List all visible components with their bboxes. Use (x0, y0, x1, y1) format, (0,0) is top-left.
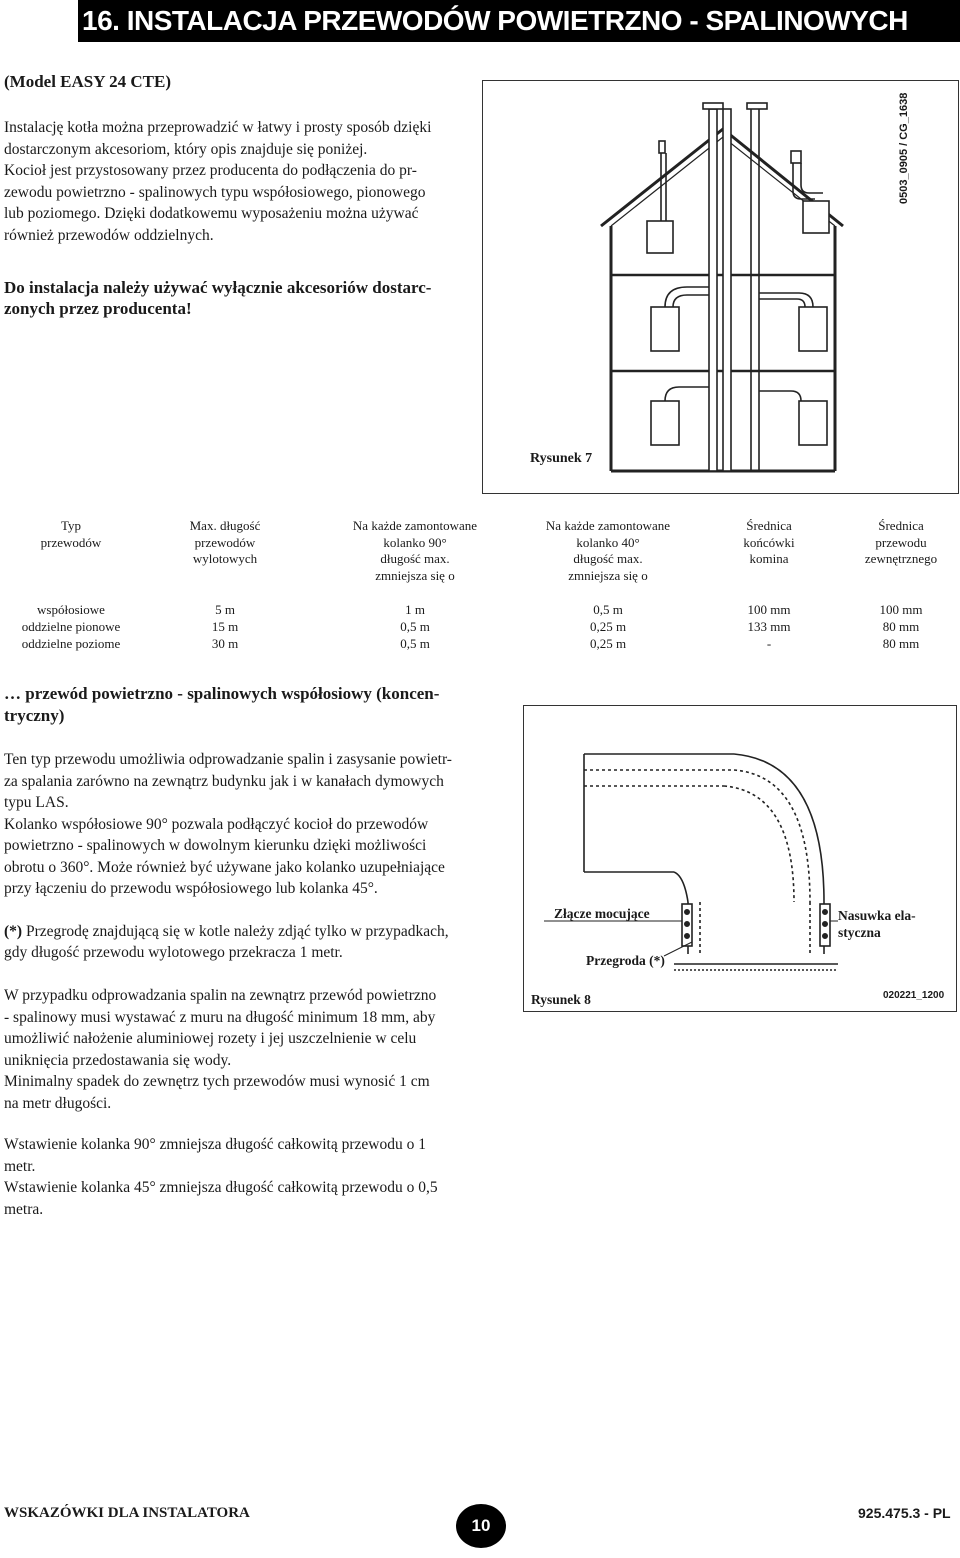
body-line: obrotu o 360°. Może również być używane jako kolanko uzupełniające (4, 858, 445, 876)
body-line: Kolanko współosiowe 90° pozwala podłączyć kocioł do przewodów (4, 815, 429, 833)
body-line: Ten typ przewodu umożliwia odprowadzanie spalin i zasysanie powietr- (4, 751, 452, 768)
table-cell: 0,25 m (589, 619, 627, 634)
body-line: metra. (4, 1200, 44, 1218)
table-row (0, 636, 960, 653)
partition-note (4, 921, 480, 943)
header-cell-line: długość max. (573, 551, 643, 566)
table-cell: 30 m (211, 636, 239, 651)
section-heading-line: … przewód powietrzno - spalinowych współosiowy (koncen- (4, 684, 440, 703)
partition-note-line: Przegrodę znajdującą się w kotle należy zdjąć tylko w przypadkach, (22, 922, 449, 940)
intro-line: zewodu powietrzno - spalinowych typu współosiowego, pionowego (4, 183, 426, 201)
model-label: (Model EASY 24 CTE) (4, 72, 172, 91)
table-cell: 0,5 m (593, 602, 623, 617)
joint-label: Złącze mocujące (554, 906, 650, 921)
table-cell: oddzielne poziome (21, 636, 121, 651)
section-heading-line: tryczny) (4, 706, 65, 725)
figure-7-caption: Rysunek 7 (530, 451, 593, 466)
table-cell: oddzielne pionowe (21, 619, 121, 634)
concentric-description (4, 749, 480, 964)
sleeve-label-line: Nasuwka ela- (838, 908, 916, 923)
section-heading (4, 683, 474, 727)
header-cell-line: długość max. (380, 551, 450, 566)
table-cell: 133 mm (747, 619, 791, 634)
header-cell-line: Typ (60, 518, 82, 533)
intro-line: lub poziomego. Dzięki dodatkowemu wyposażeniu można używać (4, 205, 419, 222)
warning-line: Do instalacja należy używać wyłącznie akcesoriów dostarc- (4, 278, 432, 297)
table-cell: 15 m (211, 619, 239, 634)
intro-line: Kocioł jest przystosowany przez producenta do podłączenia do pr- (4, 162, 417, 179)
header-cell-line: Średnica (746, 518, 792, 533)
table-cell: 100 mm (879, 602, 923, 617)
table-row (0, 619, 960, 636)
header-cell-line: końcówki (743, 534, 795, 550)
figure-7-code-text: 0503_0905 / CG_1638 (898, 92, 910, 204)
header-cell-line: Średnica (878, 518, 924, 533)
header-cell-line: Na każde zamontowane (352, 518, 478, 533)
table-cell: 80 mm (882, 636, 920, 651)
table-cell: 1 m (405, 602, 425, 617)
header-elbow-40 (515, 518, 701, 584)
intro-line: również przewodów oddzielnych. (4, 226, 214, 244)
sleeve-label (838, 907, 916, 941)
table-cell: 100 mm (747, 602, 791, 617)
header-type (0, 518, 142, 551)
table-cell: 0,5 m (400, 636, 430, 651)
table-cell: 80 mm (882, 619, 920, 634)
intro-line: dostarczonym akcesoriom, który opis znajduje się poniżej. (4, 140, 368, 158)
header-cell-line: przewodu (875, 534, 927, 550)
header-cell-line: komina (749, 551, 789, 566)
header-cell-line: przewodów (194, 534, 256, 550)
table-cell: 0,25 m (589, 636, 627, 651)
header-cell-line: wylotowych (192, 551, 258, 566)
figure-8-code: 020221_1200 (883, 990, 945, 1001)
outlet-description (4, 985, 480, 1114)
header-elbow-90 (322, 518, 508, 584)
body-line: typu LAS. (4, 794, 69, 811)
footer-section-label: WSKAZÓWKI DLA INSTALATORA (4, 1505, 250, 1521)
body-line: Minimalny spadek do zewnętrz tych przewodów musi wynosić 1 cm (4, 1073, 430, 1090)
body-line: W przypadku odprowadzania spalin na zewnątrz przewód powietrzno (4, 987, 437, 1004)
header-terminal-diameter (712, 518, 826, 568)
body-line: Wstawienie kolanka 90° zmniejsza długość całkowitą przewodu o 1 (4, 1136, 426, 1153)
table-row (0, 602, 960, 619)
table-cell: współosiowe (37, 602, 105, 617)
header-cell-line: kolanko 40° (576, 534, 640, 550)
body-line: metr. (4, 1157, 36, 1175)
body-line: przy łączeniu do przewodu współosiowego lub kolanka 45°. (4, 880, 378, 897)
page-title: 16. INSTALACJA PRZEWODÓW POWIETRZNO - SPALINOWYCH (78, 0, 960, 42)
document-code: 925.475.3 - PL (858, 1505, 951, 1521)
header-cell-line: przewodów (40, 534, 102, 550)
body-line: umożliwić nałożenie aluminiowej rozety i jej uszczelnienie w celu (4, 1030, 417, 1047)
table-cell: 5 m (215, 602, 235, 617)
header-max-length (152, 518, 298, 568)
figure-8-frame (523, 705, 957, 1012)
sleeve-label-line: styczna (838, 925, 881, 940)
body-line: na metr długości. (4, 1094, 112, 1112)
header-cell-line: zmniejsza się o (375, 567, 455, 583)
body-line: za spalania zarówno na zewnątrz budynku jak i w kanałach dymowych (4, 772, 444, 790)
partition-mark: (*) (4, 922, 23, 940)
header-outer-diameter (842, 518, 960, 568)
header-cell-line: kolanko 90° (383, 534, 447, 550)
figure-8-caption: Rysunek 8 (531, 992, 591, 1007)
elbow-reduction-note (4, 1134, 480, 1220)
partition-label: Przegroda (*) (586, 953, 665, 968)
table-cell: - (766, 636, 772, 651)
warning-line: zonych przez producenta! (4, 299, 192, 318)
header-cell-line: zmniejsza się o (568, 567, 648, 583)
flue-table (0, 0, 960, 660)
header-cell-line: Na każde zamontowane (545, 518, 671, 533)
header-cell-line: Max. długość (189, 518, 261, 533)
partition-note-line: gdy długość przewodu wylotowego przekracza 1 metr. (4, 944, 343, 961)
intro-line: Instalację kotła można przeprowadzić w łatwy i prosty sposób dzięki (4, 119, 432, 136)
body-line: - spalinowy musi wystawać z muru na długość minimum 18 mm, aby (4, 1008, 436, 1026)
table-cell: 0,5 m (400, 619, 430, 634)
body-line: powietrzno - spalinowych w dowolnym kierunku dzięki możliwości (4, 837, 427, 854)
page-number: 10 (456, 1504, 506, 1548)
body-line: uniknięcia przedostawania się wody. (4, 1051, 232, 1069)
header-cell-line: zewnętrznego (864, 551, 938, 566)
body-line: Wstawienie kolanka 45° zmniejsza długość całkowitą przewodu o 0,5 (4, 1179, 438, 1196)
